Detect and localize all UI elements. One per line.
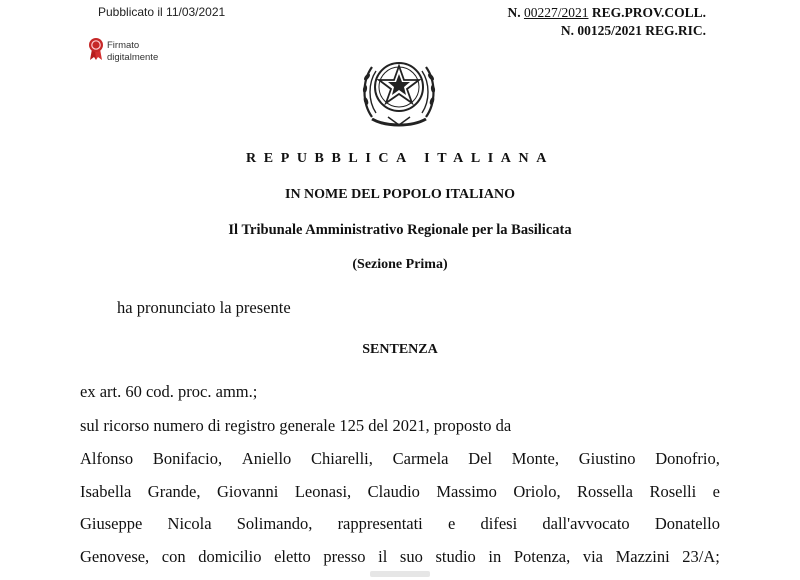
body-line-3 bbox=[80, 449, 720, 469]
body-word: via bbox=[582, 547, 603, 566]
people-heading: IN NOME DEL POPOLO ITALIANO bbox=[285, 187, 515, 202]
body-word: e bbox=[447, 514, 456, 533]
body-word: Leonasi, bbox=[294, 482, 352, 501]
body-word: Aniello bbox=[241, 449, 292, 468]
signature-line-2: digitalmente bbox=[107, 52, 159, 63]
body-word: Giovanni bbox=[216, 482, 279, 501]
body-word: Massimo bbox=[436, 482, 497, 501]
registry-ric: N. 00125/2021 REG.RIC. bbox=[560, 23, 706, 38]
body-word: Genovese, bbox=[80, 547, 150, 566]
publication-date: Pubblicato il 11/03/2021 bbox=[98, 5, 226, 19]
body-word: Rossella bbox=[577, 482, 633, 501]
italian-republic-emblem-icon bbox=[358, 47, 440, 133]
body-word: Nicola bbox=[167, 514, 212, 533]
body-line-6 bbox=[80, 547, 720, 567]
body-word: Giuseppe bbox=[80, 514, 143, 533]
body-word: Potenza, bbox=[513, 547, 571, 566]
registry-prov-suffix: REG.PROV.COLL. bbox=[591, 5, 706, 20]
body-word: domicilio bbox=[198, 547, 262, 566]
verdict-title: SENTENZA bbox=[362, 342, 438, 357]
body-word: Chiarelli, bbox=[311, 449, 373, 468]
body-line-5 bbox=[80, 514, 720, 534]
body-word: Giustino bbox=[578, 449, 636, 468]
registry-prov-prefix: N. bbox=[507, 5, 521, 20]
registry-numbers bbox=[507, 4, 706, 40]
body-word: Roselli bbox=[649, 482, 697, 501]
body-word: rappresentati bbox=[337, 514, 423, 533]
body-word: e bbox=[712, 482, 720, 501]
next-line-fragment bbox=[370, 571, 430, 577]
body-word: suo bbox=[399, 547, 423, 566]
body-word: Mazzini bbox=[615, 547, 670, 566]
signature-line-1: Firmato bbox=[107, 40, 140, 51]
digital-signature-text bbox=[107, 40, 158, 64]
digital-signature-badge bbox=[88, 37, 158, 64]
registry-prov-number: 00227/2021 bbox=[523, 5, 589, 20]
body-word: dall'avvocato bbox=[542, 514, 630, 533]
body-word: Del bbox=[468, 449, 493, 468]
body-line-4 bbox=[80, 482, 720, 502]
body-word: Alfonso bbox=[80, 449, 134, 468]
body-word: il bbox=[378, 547, 388, 566]
body-word: Solimando, bbox=[236, 514, 313, 533]
body-line-1: ex art. 60 cod. proc. amm.; bbox=[80, 382, 258, 401]
registry-prov-coll bbox=[507, 4, 706, 22]
body-word: studio bbox=[435, 547, 476, 566]
body-line-2: sul ricorso numero di registro generale 125 del 2021, proposto da bbox=[80, 416, 512, 435]
ribbon-seal-icon bbox=[88, 37, 104, 61]
body-word: difesi bbox=[480, 514, 518, 533]
body-word: Carmela bbox=[392, 449, 449, 468]
body-word: Grande, bbox=[147, 482, 201, 501]
body-word: Donofrio, bbox=[655, 449, 720, 468]
section-heading: (Sezione Prima) bbox=[352, 257, 448, 272]
republic-heading: REPUBBLICA ITALIANA bbox=[246, 151, 554, 166]
body-word: eletto bbox=[274, 547, 311, 566]
body-word: Donatello bbox=[654, 514, 720, 533]
body-word: Monte, bbox=[511, 449, 559, 468]
body-word: presso bbox=[323, 547, 366, 566]
body-word: con bbox=[161, 547, 186, 566]
body-word: Claudio bbox=[367, 482, 420, 501]
body-word: Bonifacio, bbox=[152, 449, 223, 468]
court-heading: Il Tribunale Amministrativo Regionale per la Basilicata bbox=[228, 222, 572, 238]
body-word: in bbox=[488, 547, 502, 566]
body-word: Isabella bbox=[80, 482, 132, 501]
body-word: 23/A; bbox=[682, 547, 720, 566]
body-word: Oriolo, bbox=[513, 482, 561, 501]
intro-text: ha pronunciato la presente bbox=[117, 298, 291, 317]
